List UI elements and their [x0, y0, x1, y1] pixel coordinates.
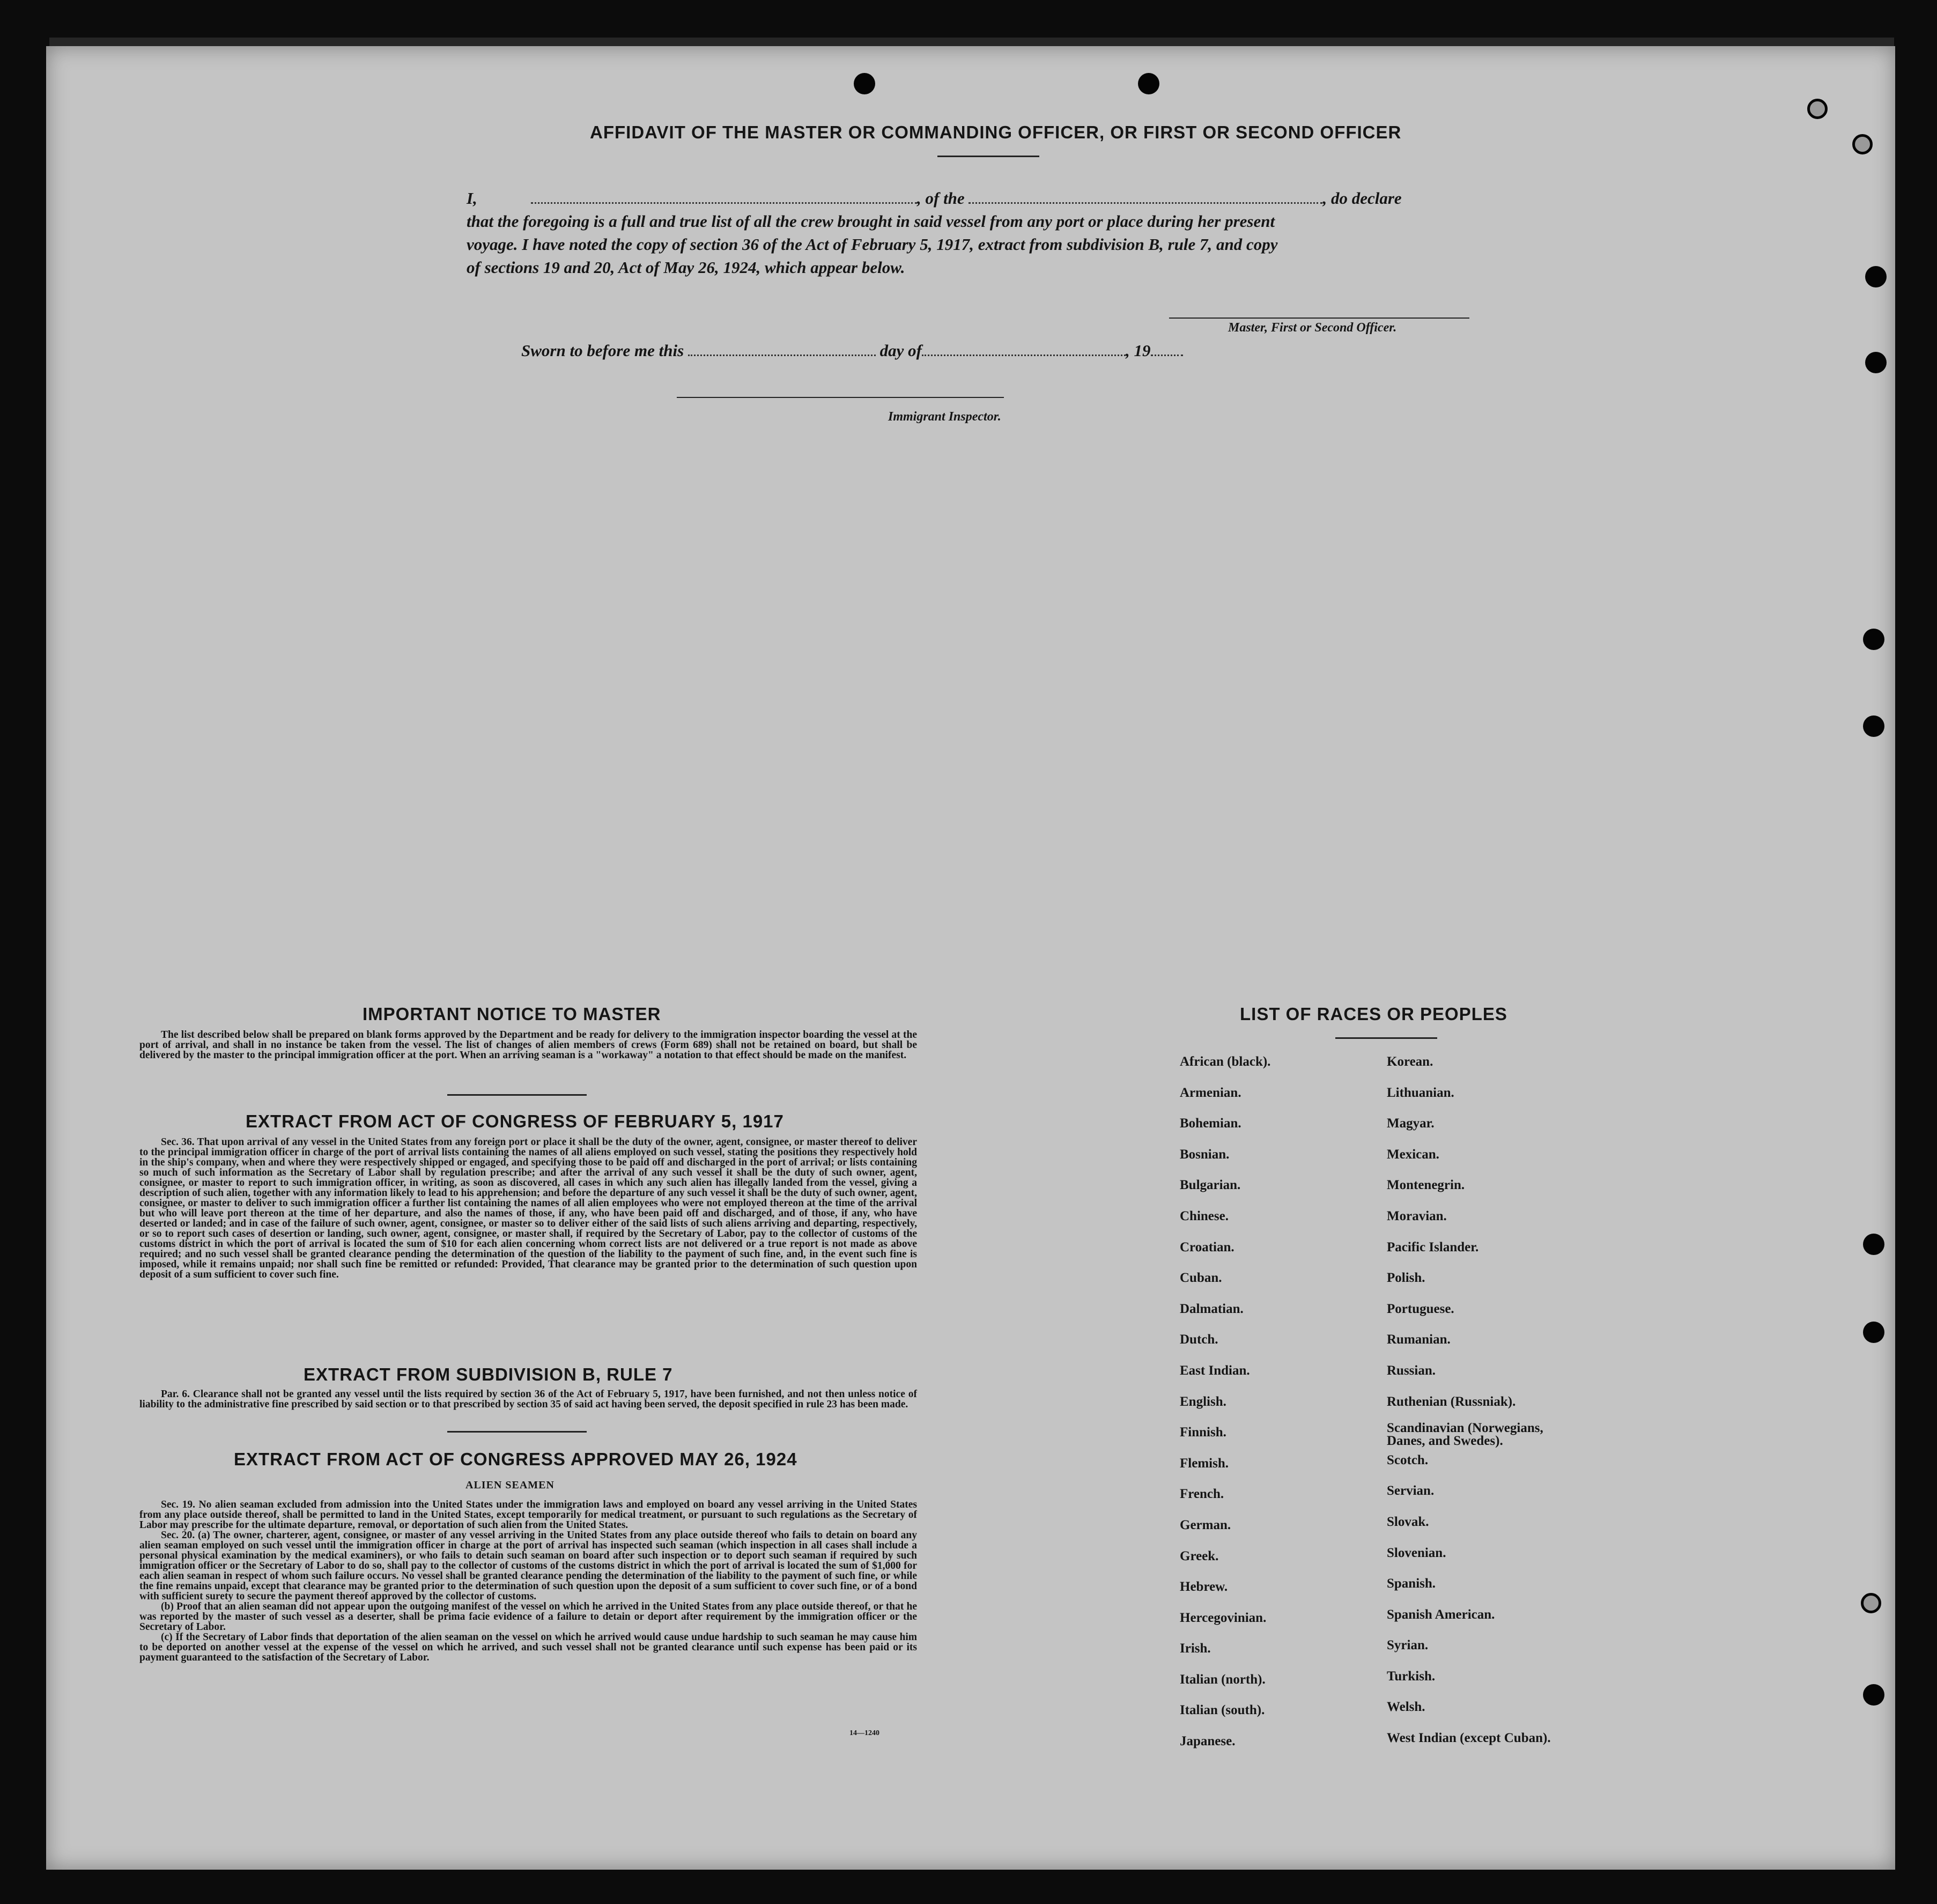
extract-1924-text [139, 1500, 917, 1663]
race-item: Slovenian. [1387, 1545, 1446, 1560]
race-item: Dutch. [1180, 1332, 1218, 1347]
race-item: Pacific Islander. [1387, 1239, 1479, 1254]
punch-hole [1865, 352, 1887, 373]
affidavit-title: AFFIDAVIT OF THE MASTER OR COMMANDING OFFICER, OR FIRST OR SECOND OFFICER [590, 122, 1402, 142]
race-item: Korean. [1387, 1054, 1433, 1069]
extract-rule7-text: Par. 6. Clearance shall not be granted any vessel until the lists required by section 36 of the Act of February 5, 1917, have been furnished, and not then unless notice of liability to the administrative fine prescribed by said section or to that prescribed by section 35 of said act having been served, the deposit specified in rule 23 has been made. [139, 1389, 917, 1410]
race-item: Spanish American. [1387, 1607, 1495, 1622]
punch-hole [1138, 73, 1159, 94]
extract-1917-text: Sec. 36. That upon arrival of any vessel in the United States from any foreign port or place it shall be the duty of the owner, agent, consignee, or master thereof to deliver to the principal immigration officer in charge of the port of arrival lists containing the names of all aliens employed on such vessel, stating the positions they respectively hold in the ship's company, when and where they were respectively shipped or engaged, and specifying those to be paid off and discharged in the port of arrival; or lists containing so much of such information as the Secretary of Labor shall by regulation prescribe; and after the arrival of any such vessel it shall be the duty of such owner, agent, consignee, or master to report to such immigration officer, in writing, as soon as discovered, all cases in which any such alien has illegally landed from the vessel, giving a description of such alien, together with any information likely to lead to his apprehension; and before the departure of any such vessel it shall be the duty of such owner, agent, consignee, or master to deliver to such immigration officer a further list containing the names of all alien employees who were not employed thereon at the time of the arrival but who will leave port thereon at the time of her departure, and also the names of those, if any, who have been paid off and discharged, and of those, if any, who have deserted or landed; and in case of the failure of such owner, agent, consignee, or master so to deliver either of the said lists of such aliens arriving and departing, respectively, or so to report such cases of desertion or landing, such owner, agent, consignee, or master shall, if required by the Secretary of Labor, pay to the collector of customs of the customs district in which the port of arrival is located the sum of $10 for each alien concerning whom correct lists are not delivered or a true report is not made as above required; and no such vessel shall be granted clearance pending the determination of the question of the liability to the payment of such fine, and, in the event such fine is imposed, while it remains unpaid; nor shall such fine be remitted or refunded: Provided, That clearance may be granted prior to the determination of such question upon deposit of a sum sufficient to cover such fine. [139, 1137, 917, 1280]
sworn-year-field[interactable] [1151, 343, 1183, 356]
punch-hole [1852, 134, 1873, 154]
punch-hole [1863, 629, 1884, 650]
race-item: Portuguese. [1387, 1301, 1454, 1316]
alien-seamen-subtitle: ALIEN SEAMEN [465, 1479, 555, 1491]
punch-hole [1863, 1684, 1884, 1706]
race-item: Magyar. [1387, 1116, 1435, 1131]
race-item: Moravian. [1387, 1208, 1447, 1223]
sworn-month-field[interactable] [922, 343, 1126, 356]
extract-rule7-title: EXTRACT FROM SUBDIVISION B, RULE 7 [304, 1364, 673, 1384]
sworn-label: Sworn to before me this [521, 341, 684, 360]
race-item: Russian. [1387, 1363, 1436, 1378]
notice-text: The list described below shall be prepared on blank forms approved by the Department and be ready for delivery to the immigration inspector boarding the vessel at the port of arrival, and shall in no instance be taken from the vessel. The list of changes of alien members of crews (Form 689) shall not be retained on board, but shall be delivered by the master to the principal immigration officer at the port. When an arriving seaman is a "workaway" a notation to that effect should be made on the manifest. [139, 1029, 917, 1061]
punch-hole [1863, 715, 1884, 737]
race-item: Japanese. [1180, 1734, 1236, 1749]
punch-hole [1863, 1322, 1884, 1343]
punch-hole [854, 73, 875, 94]
race-item: Bosnian. [1180, 1147, 1230, 1162]
race-item: Italian (south). [1180, 1703, 1265, 1718]
race-item: Italian (north). [1180, 1672, 1266, 1687]
race-item: Servian. [1387, 1484, 1435, 1499]
race-item: Hercegovinian. [1180, 1610, 1267, 1625]
race-item: Greek. [1180, 1548, 1219, 1563]
sec19-paragraph: Sec. 19. No alien seaman excluded from admission into the United States under the immigration laws and employed on board any vessel arriving in the United States from any place outside thereof, shall be permitted to land in the United States, except temporarily for medical treatment, or pursuant to such regulations as the Secretary of Labor may prescribe for the ultimate departure, removal, or deportation of such alien from the United States. [139, 1499, 917, 1531]
race-item: Spanish. [1387, 1576, 1436, 1591]
divider [937, 156, 1039, 157]
race-item: Mexican. [1387, 1147, 1439, 1162]
race-item: Lithuanian. [1387, 1085, 1454, 1100]
race-item: Bohemian. [1180, 1116, 1241, 1131]
divider [447, 1431, 587, 1433]
race-item: Slovak. [1387, 1514, 1429, 1529]
race-item: Flemish. [1180, 1456, 1229, 1471]
punch-hole [1807, 99, 1828, 119]
affidavit-declaration [467, 187, 1507, 279]
race-item: Croatian. [1180, 1239, 1234, 1254]
race-item: Scandinavian (Norwegians, Danes, and Swedes). [1387, 1421, 1543, 1449]
punch-hole [1863, 1234, 1884, 1255]
race-item: Finnish. [1180, 1425, 1226, 1440]
vessel-field[interactable] [968, 190, 1322, 204]
punch-hole [1861, 1593, 1881, 1613]
race-item: West Indian (except Cuban). [1387, 1731, 1551, 1746]
race-item: Dalmatian. [1180, 1301, 1244, 1316]
declaration-line: voyage. I have noted the copy of section 36 of the Act of February 5, 1917, extract from subdivision B, rule 7, and copy [467, 235, 1278, 254]
race-item: Rumanian. [1387, 1332, 1451, 1347]
race-item: Montenegrin. [1387, 1178, 1465, 1193]
race-item: Chinese. [1180, 1208, 1229, 1223]
declaration-end: , do declare [1322, 189, 1402, 208]
notice-title: IMPORTANT NOTICE TO MASTER [363, 1004, 661, 1024]
race-item: French. [1180, 1487, 1224, 1502]
race-item: Scotch. [1387, 1452, 1429, 1467]
inspector-signature-line[interactable] [677, 397, 1004, 398]
race-item: Cuban. [1180, 1271, 1222, 1286]
sworn-day-label: day of [879, 341, 922, 360]
punch-hole [1865, 266, 1887, 287]
declaration-i: I, [467, 189, 477, 208]
sheet-top-edge [49, 38, 1894, 46]
race-item: Bulgarian. [1180, 1178, 1241, 1193]
race-item: Hebrew. [1180, 1580, 1228, 1595]
race-item: Irish. [1180, 1641, 1211, 1656]
inspector-label: Immigrant Inspector. [888, 410, 1001, 424]
race-item: Ruthenian (Russniak). [1387, 1394, 1516, 1409]
sec20b-paragraph: (b) Proof that an alien seaman did not appear upon the outgoing manifest of the vessel on which he arrived in the United States from any place outside thereof, or that he was reported by the master of such vessel as a deserter, shall be prima facie evidence of a failure to detain or deport after requirement by the immigration officer or the Secretary of Labor. [139, 1601, 917, 1633]
signature-line[interactable] [1169, 318, 1469, 319]
declaration-line: that the foregoing is a full and true list of all the crew brought in said vessel from any port or place during her present [467, 212, 1275, 231]
sworn-line [521, 339, 1183, 362]
sworn-day-field[interactable] [688, 343, 876, 356]
race-item: East Indian. [1180, 1363, 1250, 1378]
race-item: African (black). [1180, 1054, 1271, 1069]
declaration-of-the: , of the [917, 189, 965, 208]
name-field[interactable] [531, 190, 917, 204]
extract-1924-title: EXTRACT FROM ACT OF CONGRESS APPROVED MAY 26, 1924 [234, 1449, 797, 1469]
sec20c-paragraph: (c) If the Secretary of Labor finds that deportation of the alien seaman on the vessel on which he arrived would cause undue hardship to such seaman he may cause him to be deported on another vessel at the expense of the vessel on which he arrived, and such vessel shall not be granted clearance until such expense has been paid or its payment guaranteed to the satisfaction of the Secretary of Labor. [139, 1632, 917, 1663]
race-item: German. [1180, 1517, 1231, 1532]
divider [1335, 1037, 1437, 1039]
sec20a-paragraph: Sec. 20. (a) The owner, charterer, agent, consignee, or master of any vessel arriving in the United States from any place outside thereof who fails to detain on board any alien seaman employed on such vessel until the immigration officer in charge at the port of arrival has inspected such seaman (which inspection in all cases shall include a personal physical examination by the medical examiners), or who fails to detain such seaman on board after such inspection or to deport such seaman if required by such immigration officer or the Secretary of Labor to do so, shall pay to the collector of customs of the customs district in which the port of arrival is located the sum of $1,000 for each alien seaman in respect of whom such failure occurs. No vessel shall be granted clearance pending the determination of the liability to the payment of such fine, or while the fine remains unpaid, except that clearance may be granted prior to the determination of such question upon the deposit of a sum sufficient to cover such fine, or of a bond with sufficient surety to secure the payment thereof approved by the collector of customs. [139, 1530, 917, 1602]
race-item: Polish. [1387, 1271, 1425, 1286]
sworn-year-label: , 19 [1126, 341, 1151, 360]
races-column-2 [1387, 1054, 1580, 1762]
race-item: Armenian. [1180, 1085, 1241, 1100]
form-number: 14—1240 [849, 1729, 879, 1737]
extract-1917-title: EXTRACT FROM ACT OF CONGRESS OF FEBRUARY 5, 1917 [246, 1111, 784, 1131]
race-item: English. [1180, 1394, 1226, 1409]
declaration-line: of sections 19 and 20, Act of May 26, 1924, which appear below. [467, 258, 905, 277]
races-title: LIST OF RACES OR PEOPLES [1240, 1004, 1507, 1024]
race-item: Welsh. [1387, 1700, 1425, 1715]
races-column-1 [1180, 1054, 1270, 1765]
signature-label: Master, First or Second Officer. [1228, 321, 1397, 335]
divider [447, 1094, 587, 1096]
race-item: Syrian. [1387, 1638, 1429, 1653]
race-item: Turkish. [1387, 1669, 1436, 1684]
